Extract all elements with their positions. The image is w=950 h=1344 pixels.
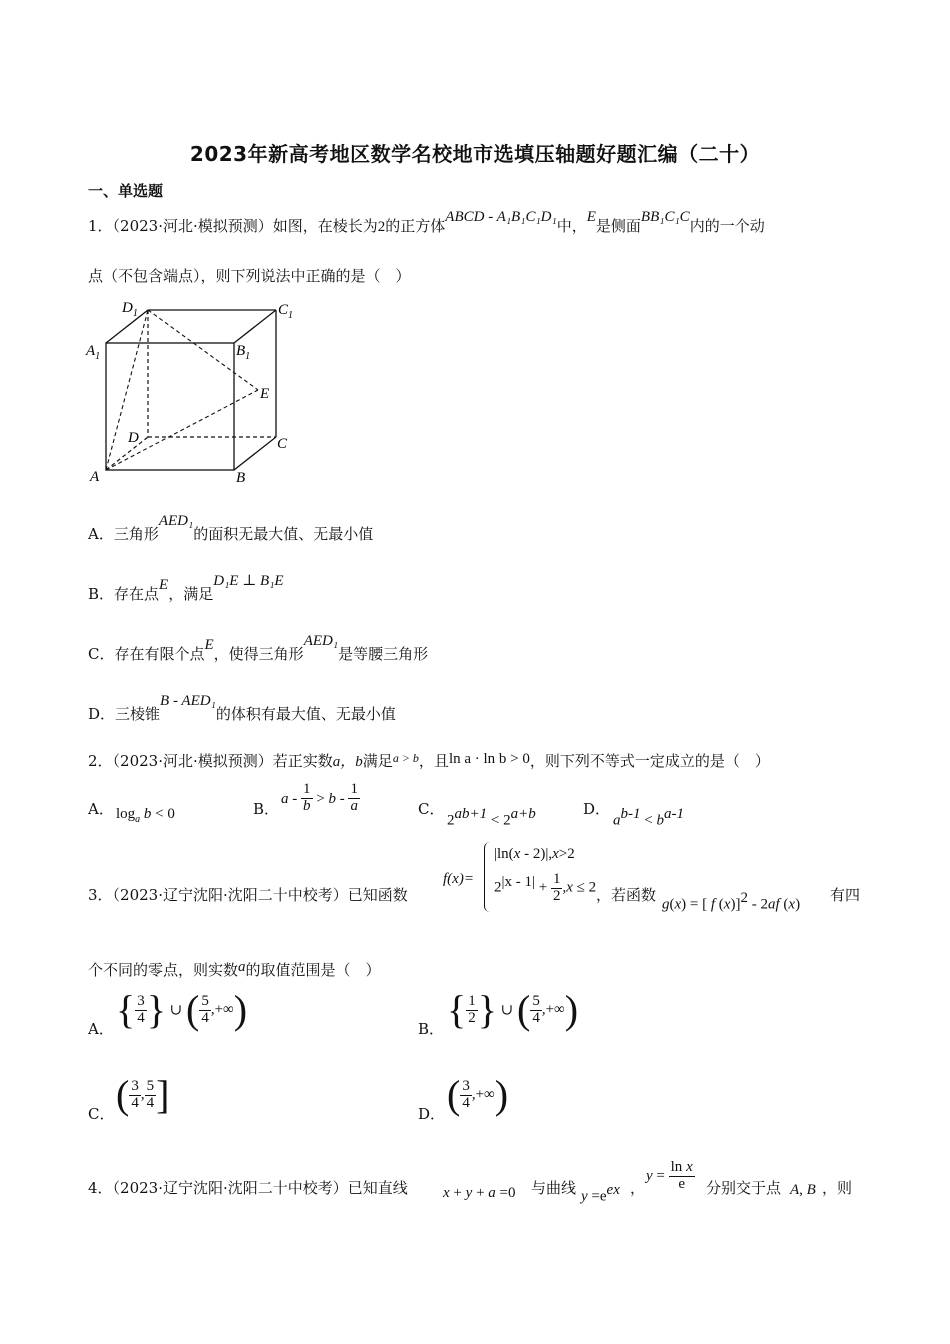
q4-number: 4． xyxy=(88,1179,113,1197)
q3-line2 xyxy=(88,959,381,980)
q1-text: 的正方体 xyxy=(385,217,446,235)
q3-gx: g(x) = [ f (x)]$^2$ - 2af (x) xyxy=(662,890,801,913)
q2-option-b-label: B． xyxy=(253,800,280,818)
option-label: D． xyxy=(88,705,116,723)
page-title: 2023年新高考地区数学名校地市选填压轴题好题汇编（二十） xyxy=(189,142,761,166)
q2-option-c-math: $2^{ab+1} < 2^{a+b}$ xyxy=(447,806,536,829)
q2-option-d-math: $a^{b-1} < b^{a-1}$ xyxy=(613,806,684,829)
q2-vars: a，b xyxy=(332,754,363,770)
option-text: 存在点 xyxy=(114,585,160,603)
q1-text: 中， xyxy=(556,217,587,235)
option-text: 的体积有最大值、无最小值 xyxy=(215,705,396,723)
edge-b1c1 xyxy=(234,310,276,343)
label-c: C xyxy=(277,436,288,452)
q3-option-b-label: B． xyxy=(418,1020,445,1038)
q4-text: 已知直线 xyxy=(347,1179,408,1197)
q1-line2: 点（不包含端点），则下列说法中正确的是（ ） xyxy=(88,267,411,285)
q4-source: （2023·辽宁沈阳·沈阳二十中校考） xyxy=(112,1179,348,1197)
q4-text-e: ，则 xyxy=(822,1179,853,1197)
q1-option-b xyxy=(88,573,284,604)
label-d1: $D_1$ xyxy=(122,300,138,319)
q3-fx xyxy=(443,868,474,888)
q3-text: 已知函数 xyxy=(347,886,408,904)
q1-e: E xyxy=(586,209,596,225)
q3-option-c-label: C． xyxy=(88,1105,115,1123)
front-face xyxy=(106,343,234,470)
q2-option-b-math: a - $\frac{1}{b}$ > b - $\frac{1}{a}$ xyxy=(281,781,358,814)
option-label: A． xyxy=(88,800,114,818)
option-text: 的面积无最大值、无最小值 xyxy=(193,525,374,543)
q3-number: 3． xyxy=(88,886,113,904)
q1-text: 是侧面 xyxy=(595,217,641,235)
option-math: D₁E ⊥ B₁E xyxy=(213,573,284,589)
q1-source: （2023·河北·模拟预测） xyxy=(112,217,273,235)
q1-text: 如图，在棱长为 xyxy=(272,217,378,235)
q3-line1-left xyxy=(88,884,408,905)
q3-option-c-math: ( $\frac{3}{4}$ , $\frac{5}{4}$ ] xyxy=(116,1072,170,1117)
q2-option-a-math: $\log_a b < 0$ xyxy=(116,806,175,826)
q1-number: 1． xyxy=(88,217,113,235)
option-text: ，使得三角形 xyxy=(213,645,304,663)
q1-line1 xyxy=(88,209,765,236)
q3-text: 的取值范围是（ ） xyxy=(245,961,381,979)
q3-piece2: $2^{|x - 1|}$ + $\frac{1}{2}$ ,x ≤ 2 xyxy=(494,871,597,904)
q3-fx-label: f(x)= xyxy=(443,871,474,887)
q3-a: a xyxy=(238,959,246,975)
q2-text: ，则下列不等式一定成立的是（ ） xyxy=(529,752,770,770)
q3-source: （2023·辽宁沈阳·沈阳二十中校考） xyxy=(112,886,348,904)
q3-piece1: |ln(x - 2)|,x>2 xyxy=(494,846,575,862)
q4-text-d: 分别交于点 xyxy=(706,1179,782,1197)
q4-line1-left xyxy=(88,1177,408,1198)
option-math: AED₁ xyxy=(303,633,339,649)
option-text: 是等腰三角形 xyxy=(338,645,429,663)
q1-cube: ABCD - A₁B₁C₁D₁ xyxy=(445,209,557,225)
q3-option-d-math: ( $\frac{3}{4}$ ,+∞) xyxy=(447,1072,509,1117)
option-math: E xyxy=(159,577,169,593)
option-label: C． xyxy=(88,645,115,663)
q2-text: ，且 xyxy=(418,752,449,770)
q2-cond2: ln a · ln b > 0 xyxy=(448,751,530,767)
q4-line: x + y + a =0 xyxy=(443,1185,516,1201)
q3-option-a-label: A． xyxy=(88,1020,114,1038)
option-text: 三棱锥 xyxy=(115,705,161,723)
q1-option-d xyxy=(88,693,396,724)
q4-text-b: 与曲线 xyxy=(531,1179,577,1197)
label-c1: $C_1$ xyxy=(278,302,294,321)
option-label: B． xyxy=(88,585,115,603)
q2-number: 2． xyxy=(88,752,113,770)
q1-edge: 2 xyxy=(377,219,386,235)
section-heading: 一、单选题 xyxy=(88,182,164,200)
q2-option-d-label: D． xyxy=(583,800,611,818)
label-b1: $B_1$ xyxy=(236,343,251,362)
label-e: E xyxy=(260,386,270,402)
q3-option-b-math: { $\frac{1}{2}$ } ∪ ( $\frac{5}{4}$ ,+∞) xyxy=(447,987,579,1032)
label-d: D xyxy=(128,430,139,446)
option-text: 三角形 xyxy=(113,525,159,543)
q3-option-d-label: D． xyxy=(418,1105,446,1123)
edge-bc xyxy=(234,437,276,470)
q2-line1 xyxy=(88,750,770,771)
q3-text-c: 有四 xyxy=(830,886,861,904)
q2-cond1: a > b xyxy=(392,751,419,765)
q4-text-c: ， xyxy=(630,1179,646,1197)
label-a: A xyxy=(90,469,100,485)
q4-curve2: y = $\frac{\text{ln x}}{e}$ xyxy=(646,1159,693,1192)
option-text: ，满足 xyxy=(168,585,214,603)
q3-text: 个不同的零点，则实数 xyxy=(88,961,239,979)
q1-face: BB₁C₁C xyxy=(640,209,690,225)
cube-figure xyxy=(84,292,304,492)
q3-option-a-math: { $\frac{3}{4}$ } ∪ ( $\frac{5}{4}$ ,+∞) xyxy=(116,987,248,1032)
option-label: A． xyxy=(88,525,114,543)
q1-option-c xyxy=(88,633,429,664)
q2-text: 若正实数 xyxy=(272,752,333,770)
q1-option-a xyxy=(88,513,374,544)
label-b: B xyxy=(236,470,246,486)
q2-text: 满足 xyxy=(362,752,393,770)
option-math: E xyxy=(204,637,214,653)
q2-option-c-label: C． xyxy=(418,800,445,818)
q1-text: 内的一个动 xyxy=(689,217,765,235)
segment-ad1 xyxy=(106,310,148,470)
edge-ad-hidden xyxy=(106,437,148,470)
q4-curve1: $y =e^{ex}$ xyxy=(581,1182,620,1205)
q4-points: A, B xyxy=(790,1182,816,1198)
q2-source: （2023·河北·模拟预测） xyxy=(112,752,273,770)
q2-option-a xyxy=(88,798,114,819)
option-math: B - AED₁ xyxy=(160,693,216,709)
label-a1: $A_1$ xyxy=(86,343,101,362)
q3-brace xyxy=(484,842,493,912)
q3-text-b: ，若函数 xyxy=(596,886,657,904)
option-math: AED₁ xyxy=(158,513,194,529)
option-text: 存在有限个点 xyxy=(114,645,205,663)
